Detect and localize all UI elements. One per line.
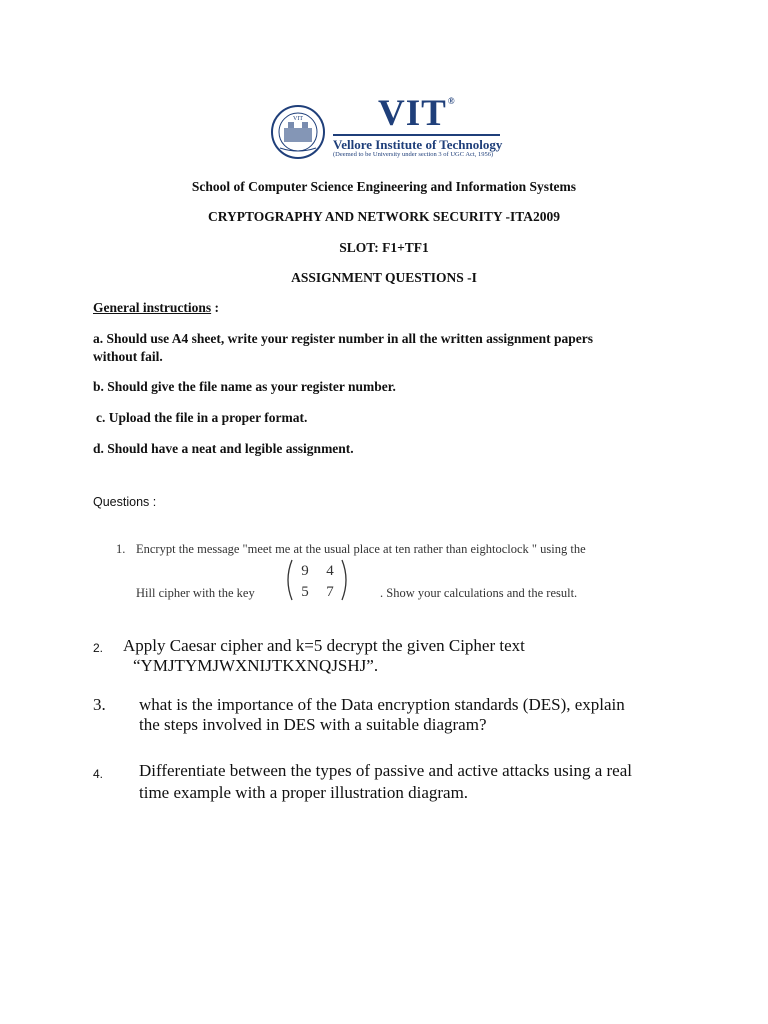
matrix-cell-r2c1: 5: [301, 584, 309, 600]
question-3-line1: what is the importance of the Data encryption standards (DES), explain: [139, 695, 625, 714]
question-4-line2: time example with a proper illustration diagram.: [139, 783, 469, 802]
hill-cipher-key-matrix: [283, 558, 351, 602]
slot-info: SLOT: F1+TF1: [339, 240, 429, 255]
instructions-heading: General instructions :: [93, 300, 219, 315]
questions-label: Questions :: [93, 495, 157, 509]
instruction-a-line2: without fail.: [93, 349, 163, 364]
question-4-number: 4.: [93, 767, 104, 781]
registered-mark: ®: [447, 96, 456, 106]
instruction-d: d. Should have a neat and legible assignment.: [93, 441, 354, 456]
institute-name: Vellore Institute of Technology: [333, 137, 503, 152]
question-1-line1: Encrypt the message "meet me at the usual place at ten rather than eightoclock " using the: [136, 542, 586, 556]
logo-divider: [333, 134, 500, 136]
school-name: School of Computer Science Engineering and Information Systems: [191, 179, 577, 194]
vit-seal-logo: [268, 104, 328, 160]
question-1-number: 1.: [116, 542, 126, 556]
course-title: CRYPTOGRAPHY AND NETWORK SECURITY -ITA2009: [207, 209, 561, 224]
question-2-line1: Apply Caesar cipher and k=5 decrypt the given Cipher text: [123, 636, 525, 655]
matrix-cell-r1c2: 4: [326, 563, 334, 579]
question-2-line2: “YMJTYMJWXNIJTKXNQJSHJ”.: [133, 656, 379, 675]
question-3-number: 3.: [93, 695, 106, 714]
deemed-university-note: (Deemed to be University under section 3 of UGC Act, 1956): [333, 151, 494, 158]
vit-brand: VIT®: [378, 93, 456, 134]
question-4-line1: Differentiate between the types of passive and active attacks using a real: [139, 761, 632, 780]
instruction-a-line1: a. Should use A4 sheet, write your register number in all the written assignment papers: [93, 331, 594, 346]
seal-text: VIT: [293, 116, 303, 122]
question-2-number: 2.: [93, 641, 104, 655]
question-1-line2-start: Hill cipher with the key: [136, 586, 255, 600]
question-3-line2: the steps involved in DES with a suitable diagram?: [139, 715, 487, 734]
instruction-c: c. Upload the file in a proper format.: [96, 410, 308, 425]
instruction-b: b. Should give the file name as your register number.: [93, 379, 396, 394]
assignment-title: ASSIGNMENT QUESTIONS -I: [291, 270, 477, 285]
matrix-cell-r1c1: 9: [301, 563, 309, 579]
matrix-cell-r2c2: 7: [326, 584, 334, 600]
question-1-line2-end: . Show your calculations and the result.: [380, 586, 578, 600]
